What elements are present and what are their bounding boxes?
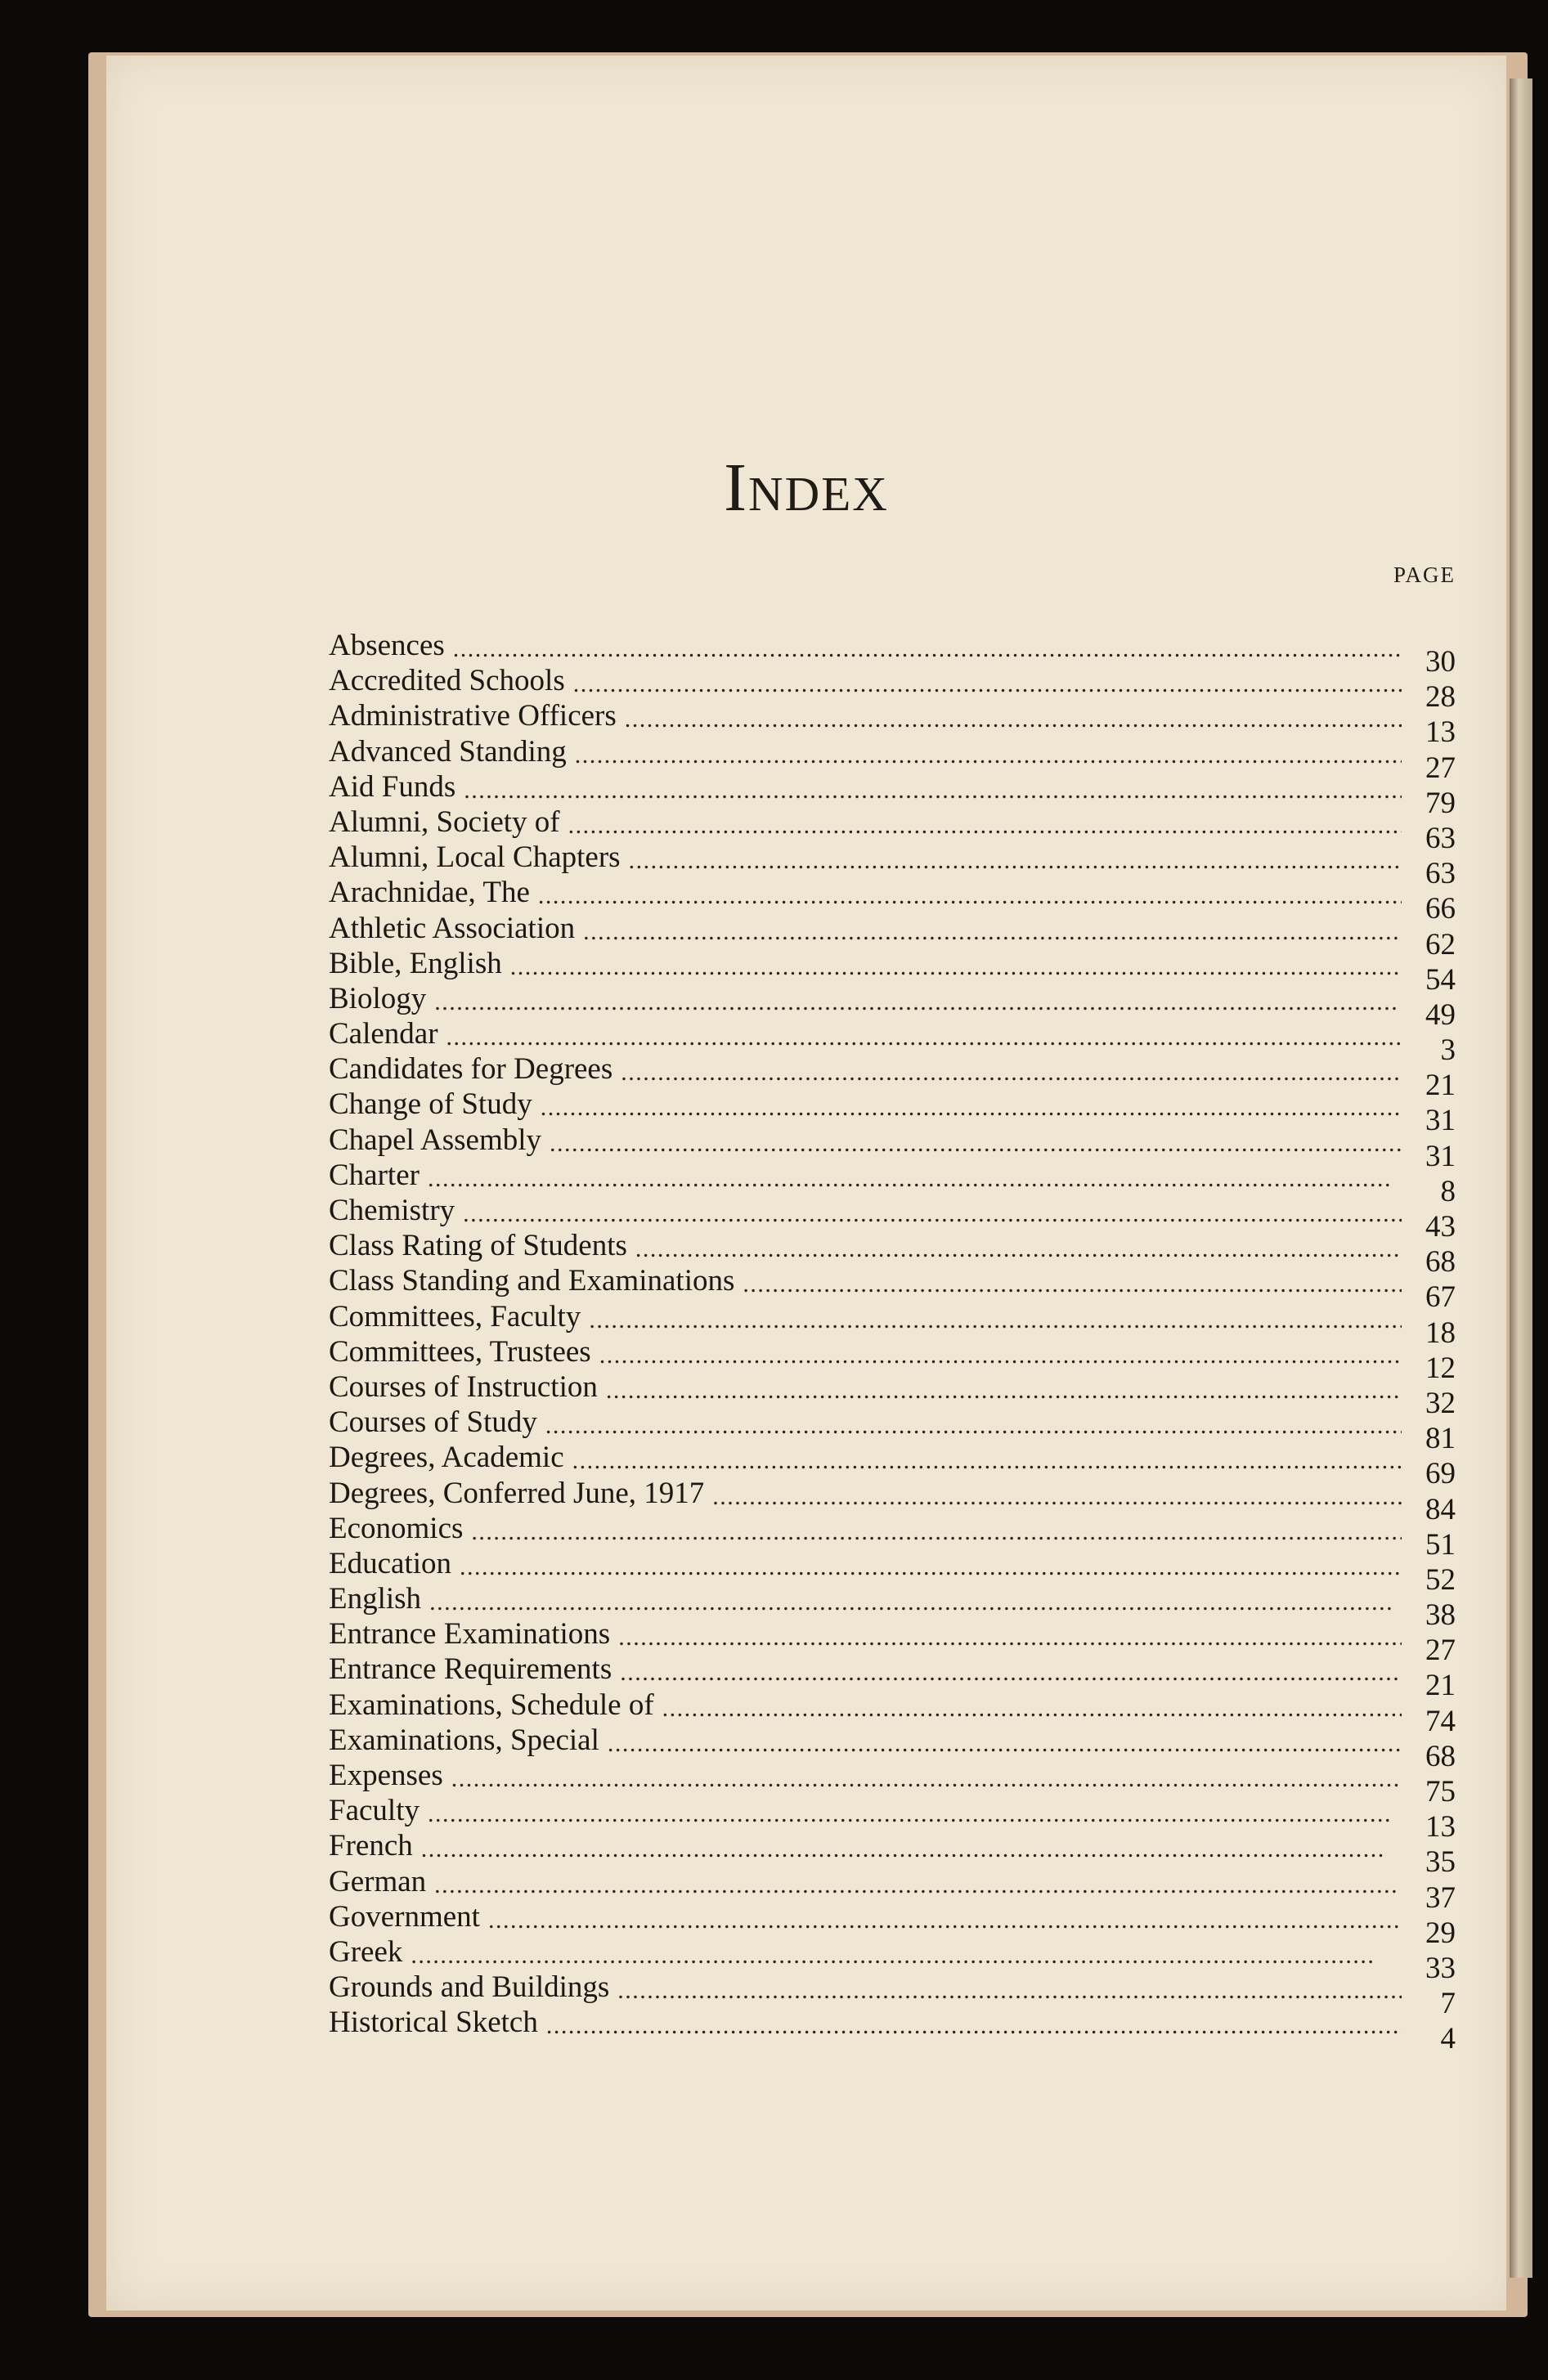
index-entry (329, 1688, 1456, 1738)
entry-label: Entrance Examinations (329, 1617, 611, 1652)
entry-page-number: 33 (1425, 1951, 1456, 1985)
entry-label: Alumni, Local Chapters (329, 840, 621, 875)
index-entry (329, 946, 1456, 997)
page-title: Index (724, 450, 889, 526)
index-entry (329, 1123, 1456, 1173)
index-entry (329, 911, 1456, 961)
index-entry (329, 1934, 1456, 1985)
entry-label: Administrative Officers (329, 699, 617, 733)
index-entry (329, 1828, 1456, 1880)
entry-label: Chemistry (329, 1194, 455, 1227)
entry-label: Government (329, 1899, 480, 1934)
dot-leader (573, 665, 1402, 695)
entry-label: Committees, Trustees (329, 1334, 591, 1369)
entry-page-number: 18 (1425, 1315, 1456, 1350)
entry-page-number: 27 (1425, 751, 1456, 785)
entry-page-number: 28 (1425, 680, 1456, 715)
dot-leader (712, 1477, 1402, 1508)
entry-label: Examinations, Special (329, 1723, 599, 1757)
dot-leader (546, 2006, 1402, 2037)
dot-leader (620, 1653, 1402, 1683)
dot-leader (743, 1265, 1402, 1295)
dot-leader (421, 1830, 1402, 1860)
index-entry (329, 1158, 1456, 1208)
entry-label: French (329, 1829, 413, 1863)
index-entry (329, 1511, 1456, 1562)
dot-leader (510, 948, 1402, 978)
entry-label: Degrees, Conferred June, 1917 (329, 1476, 705, 1510)
dot-leader (589, 1301, 1402, 1331)
index-entry (329, 2005, 1456, 2056)
entry-label: Education (329, 1546, 452, 1580)
entry-page-number: 4 (1440, 2022, 1456, 2056)
index-entry (329, 769, 1456, 820)
index-entry (329, 1616, 1456, 1668)
entry-page-number: 68 (1425, 1245, 1456, 1280)
index-entry (329, 1193, 1456, 1244)
index-entry (329, 981, 1456, 1032)
entry-label: Aid Funds (329, 769, 456, 804)
entry-page-number: 66 (1425, 892, 1456, 926)
dot-leader (599, 1336, 1402, 1366)
entry-page-number: 7 (1440, 1987, 1456, 2021)
dot-leader (434, 983, 1402, 1013)
index-entry (329, 1440, 1456, 1491)
entry-label: Historical Sketch (329, 2006, 538, 2040)
entry-page-number: 37 (1425, 1880, 1456, 1915)
entry-label: Candidates for Degrees (329, 1052, 613, 1087)
dot-leader (538, 876, 1402, 907)
dot-leader (471, 1513, 1402, 1543)
entry-label: Athletic Association (329, 911, 576, 945)
entry-page-number: 75 (1425, 1775, 1456, 1809)
dot-leader (618, 1618, 1402, 1648)
dot-leader (572, 1441, 1402, 1472)
entry-label: English (329, 1582, 422, 1616)
entry-label: Accredited Schools (329, 664, 565, 698)
entry-page-number: 31 (1425, 1104, 1456, 1138)
index-entry (329, 1299, 1456, 1350)
entry-label: Bible, English (329, 946, 502, 980)
index-entry (329, 1369, 1456, 1420)
index-entry (329, 1405, 1456, 1456)
entry-label: Examinations, Schedule of (329, 1688, 654, 1722)
dot-leader (429, 1583, 1402, 1613)
index-entry (329, 805, 1456, 855)
dot-leader (541, 1088, 1402, 1118)
facing-page-edge (1510, 78, 1532, 2278)
entry-page-number: 84 (1425, 1492, 1456, 1526)
entry-label: Economics (329, 1511, 464, 1545)
entry-page-number: 8 (1440, 1174, 1456, 1208)
entry-page-number: 79 (1425, 786, 1456, 820)
dot-leader (428, 1159, 1402, 1190)
dot-leader (568, 806, 1402, 836)
entry-page-number: 51 (1425, 1527, 1456, 1562)
index-entry (329, 1758, 1456, 1809)
dot-leader (625, 700, 1402, 730)
entry-page-number: 35 (1425, 1845, 1456, 1880)
entry-page-number: 54 (1425, 962, 1456, 997)
entry-page-number: 74 (1425, 1704, 1456, 1738)
entry-page-number: 21 (1425, 1069, 1456, 1103)
entry-label: Advanced Standing (329, 734, 567, 769)
entry-label: Courses of Instruction (329, 1369, 598, 1404)
entry-label: Charter (329, 1158, 420, 1192)
index-entry (329, 1087, 1456, 1138)
index-entry (329, 1899, 1456, 1950)
entry-page-number: 13 (1425, 1810, 1456, 1844)
entry-page-number: 27 (1425, 1634, 1456, 1668)
dot-leader (488, 1901, 1402, 1931)
entry-page-number: 81 (1425, 1422, 1456, 1456)
entry-label: Absences (329, 629, 445, 662)
dot-leader (608, 1724, 1402, 1755)
dot-leader (662, 1689, 1402, 1719)
index-entry (329, 1263, 1456, 1315)
index-entry (329, 1864, 1456, 1915)
dot-leader (545, 1406, 1402, 1437)
entry-label: Committees, Faculty (329, 1299, 581, 1333)
entry-page-number: 63 (1425, 821, 1456, 855)
index-entry (329, 1652, 1456, 1703)
entry-page-number: 63 (1425, 857, 1456, 891)
dot-leader (629, 841, 1402, 872)
entry-label: Calendar (329, 1017, 438, 1051)
dot-leader (464, 771, 1402, 801)
entry-page-number: 68 (1425, 1739, 1456, 1773)
index-entry (329, 1016, 1456, 1068)
entry-page-number: 49 (1425, 997, 1456, 1032)
entry-page-number: 32 (1425, 1386, 1456, 1420)
index-entry (329, 1723, 1456, 1773)
index-entry (329, 1581, 1456, 1633)
book-page (106, 56, 1506, 2311)
index-entry (329, 734, 1456, 785)
dot-leader (434, 1866, 1402, 1896)
entry-page-number: 13 (1425, 715, 1456, 750)
entry-label: Expenses (329, 1759, 443, 1792)
index-entry (329, 1793, 1456, 1844)
dot-leader (621, 1053, 1402, 1083)
index-entry (329, 840, 1456, 891)
entry-label: Arachnidae, The (329, 876, 530, 910)
entry-page-number: 43 (1425, 1210, 1456, 1244)
entry-page-number: 69 (1425, 1457, 1456, 1491)
index-entry (329, 1334, 1456, 1385)
entry-label: Entrance Requirements (329, 1652, 612, 1687)
dot-leader (575, 736, 1402, 766)
entry-page-number: 12 (1425, 1351, 1456, 1385)
entry-label: Greek (329, 1934, 403, 1969)
dot-leader (451, 1759, 1402, 1790)
entry-label: Faculty (329, 1794, 420, 1828)
index-entry (329, 1546, 1456, 1597)
entry-page-number: 31 (1425, 1139, 1456, 1173)
dot-leader (411, 1936, 1402, 1966)
entry-page-number: 21 (1425, 1669, 1456, 1703)
entry-page-number: 52 (1425, 1562, 1456, 1597)
entry-label: Biology (329, 981, 427, 1015)
entry-page-number: 3 (1440, 1033, 1456, 1068)
entry-label: Change of Study (329, 1087, 532, 1122)
dot-leader (606, 1371, 1402, 1401)
index-entry (329, 1970, 1456, 2021)
index-entry (329, 1051, 1456, 1103)
index-entry (329, 1476, 1456, 1526)
entry-label: German (329, 1864, 427, 1898)
index-entry (329, 628, 1456, 679)
index-entry (329, 698, 1456, 750)
entry-label: Courses of Study (329, 1405, 537, 1440)
entry-page-number: 29 (1425, 1916, 1456, 1950)
dot-leader (583, 912, 1402, 943)
entry-label: Degrees, Academic (329, 1441, 564, 1475)
dot-leader (428, 1795, 1402, 1825)
dot-leader (617, 1971, 1402, 2001)
index-entry (329, 875, 1456, 926)
entry-label: Class Standing and Examinations (329, 1264, 735, 1298)
dot-leader (460, 1548, 1402, 1578)
dot-leader (463, 1194, 1402, 1225)
entry-page-number: 62 (1425, 927, 1456, 961)
entry-page-number: 67 (1425, 1280, 1456, 1315)
entry-label: Class Rating of Students (329, 1229, 627, 1263)
dot-leader (446, 1018, 1402, 1048)
dot-leader (635, 1230, 1402, 1260)
dot-leader (453, 630, 1402, 660)
entry-label: Grounds and Buildings (329, 1970, 610, 2005)
page-column-header: PAGE (1393, 563, 1456, 587)
entry-page-number: 30 (1425, 645, 1456, 679)
entry-page-number: 38 (1425, 1598, 1456, 1633)
entry-label: Alumni, Society of (329, 805, 560, 839)
dot-leader (550, 1124, 1402, 1154)
index-entry (329, 1228, 1456, 1280)
index-entry (329, 663, 1456, 715)
index-entries (329, 628, 1456, 2056)
entry-label: Chapel Assembly (329, 1123, 542, 1157)
